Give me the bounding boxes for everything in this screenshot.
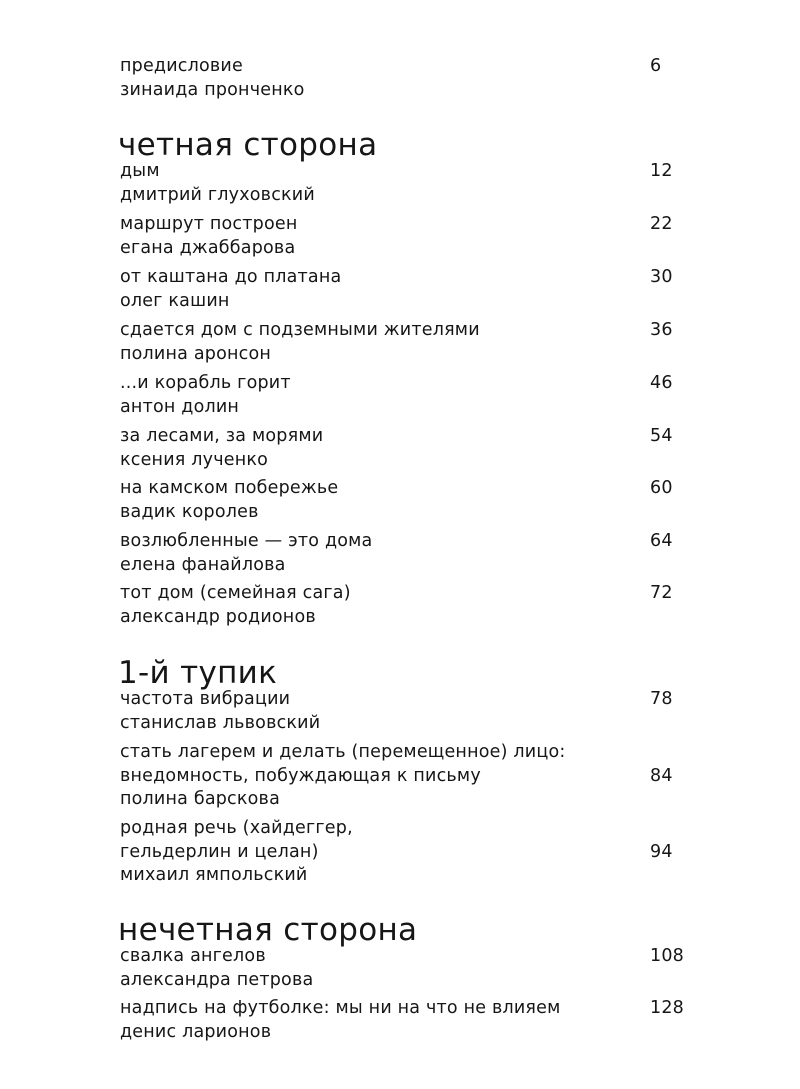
toc-entry	[120, 997, 690, 1044]
page-number: 6	[650, 56, 662, 76]
toc-entry	[120, 741, 690, 812]
toc-entry	[120, 160, 690, 207]
toc-entry	[120, 319, 690, 366]
entry-title: маршрут построен	[120, 214, 298, 234]
entry-title: стать лагерем и делать (перемещенное) лицо:	[120, 742, 566, 762]
entry-author: дмитрий глуховский	[120, 184, 315, 205]
entry-title-cont: гельдерлин и целан)	[120, 841, 319, 862]
toc-entry	[120, 372, 690, 419]
entry-author: станислав львовский	[120, 712, 321, 733]
page-number: 46	[650, 373, 673, 393]
entry-title: свалка ангелов	[120, 946, 266, 966]
toc-entry	[120, 945, 690, 992]
entry-author: зинаида пронченко	[120, 79, 305, 100]
page-number: 54	[650, 426, 673, 446]
entry-title: на камском побережье	[120, 478, 339, 498]
page-number: 64	[650, 531, 673, 551]
page-number: 72	[650, 583, 673, 603]
toc-entry	[120, 477, 690, 524]
entry-title: родная речь (хайдеггер,	[120, 818, 353, 838]
entry-author: олег кашин	[120, 290, 230, 311]
toc-entry	[120, 425, 690, 472]
entry-title: надпись на футболке: мы ни на что не влияем	[120, 998, 561, 1018]
entry-title: предисловие	[120, 56, 243, 76]
entry-author: александр родионов	[120, 606, 316, 627]
entry-title: сдается дом с подземными жителями	[120, 320, 480, 340]
toc-entry	[120, 817, 690, 888]
page-number: 12	[650, 161, 673, 181]
toc-entry	[120, 213, 690, 260]
entry-author: михаил ямпольский	[120, 865, 308, 885]
page-number: 22	[650, 214, 673, 234]
entry-title: ...и корабль горит	[120, 373, 291, 393]
section-heading: 1-й тупик	[118, 655, 278, 691]
toc-entry	[120, 266, 690, 313]
toc-entry	[120, 55, 690, 102]
toc-entry	[120, 530, 690, 577]
entry-author: ксения лученко	[120, 449, 269, 470]
page-number: 94	[650, 841, 673, 862]
entry-author: полина аронсон	[120, 343, 271, 364]
toc-entry	[120, 688, 690, 735]
entry-author: александра петрова	[120, 969, 314, 990]
toc-entry	[120, 582, 690, 629]
section-heading: четная сторона	[118, 127, 378, 163]
entry-author: полина барскова	[120, 789, 280, 809]
entry-title: частота вибрации	[120, 689, 291, 709]
entry-title: возлюбленные — это дома	[120, 531, 373, 551]
page-number: 30	[650, 267, 673, 287]
page-number: 128	[650, 998, 685, 1018]
page-number: 36	[650, 320, 673, 340]
entry-title-cont: внедомность, побуждающая к письму	[120, 765, 481, 786]
page-number: 78	[650, 689, 673, 709]
section-heading: нечетная сторона	[118, 912, 418, 948]
entry-author: денис ларионов	[120, 1021, 272, 1042]
entry-author: егана джаббарова	[120, 237, 296, 258]
page-number: 84	[650, 765, 673, 786]
entry-author: елена фанайлова	[120, 554, 286, 575]
entry-author: вадик королев	[120, 501, 259, 522]
page-number: 108	[650, 946, 685, 966]
entry-title: дым	[120, 161, 160, 181]
entry-author: антон долин	[120, 396, 240, 417]
page-number: 60	[650, 478, 673, 498]
entry-title: тот дом (семейная сага)	[120, 583, 351, 603]
entry-title: от каштана до платана	[120, 267, 342, 287]
entry-title: за лесами, за морями	[120, 426, 324, 446]
